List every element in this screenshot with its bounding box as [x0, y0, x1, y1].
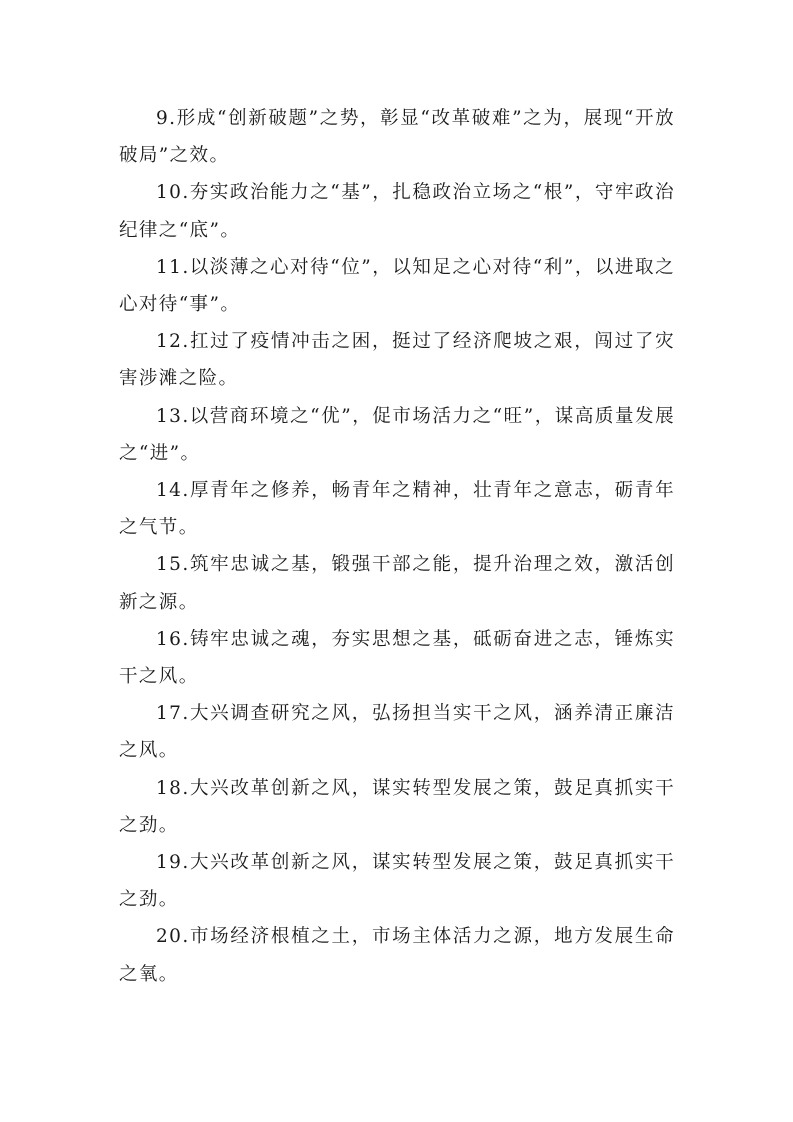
list-item-20: 20.市场经济根植之土，市场主体活力之源，地方发展生命之氧。 [119, 926, 675, 985]
list-item-18: 18.大兴改革创新之风，谋实转型发展之策，鼓足真抓实干之劲。 [119, 777, 675, 836]
list-item-16: 16.铸牢忠诚之魂，夯实思想之基，砥砺奋进之志，锤炼实干之风。 [119, 628, 675, 688]
list-item-10: 10.夯实政治能力之“基”，扎稳政治立场之“根”，守牢政治纪律之“底”。 [119, 182, 675, 241]
list-item-9: 9.形成“创新破题”之势，彰显“改革破难”之为，展现“开放破局”之效。 [119, 108, 675, 167]
list-item-13: 13.以营商环境之“优”，促市场活力之“旺”，谋高质量发展之“进”。 [119, 405, 675, 464]
document-body [119, 100, 675, 993]
list-item-19: 19.大兴改革创新之风，谋实转型发展之策，鼓足真抓实干之劲。 [119, 852, 675, 911]
list-item-15: 15.筑牢忠诚之基，锻强干部之能，提升治理之效，激活创新之源。 [119, 554, 675, 613]
list-item-12: 12.扛过了疫情冲击之困，挺过了经济爬坡之艰，闯过了灾害涉滩之险。 [119, 331, 675, 390]
list-item-17: 17.大兴调查研究之风，弘扬担当实干之风，涵养清正廉洁之风。 [119, 703, 675, 762]
list-item-11: 11.以淡薄之心对待“位”，以知足之心对待“利”，以进取之心对待“事”。 [119, 256, 675, 316]
list-item-14: 14.厚青年之修养，畅青年之精神，壮青年之意志，砺青年之气节。 [119, 480, 675, 539]
